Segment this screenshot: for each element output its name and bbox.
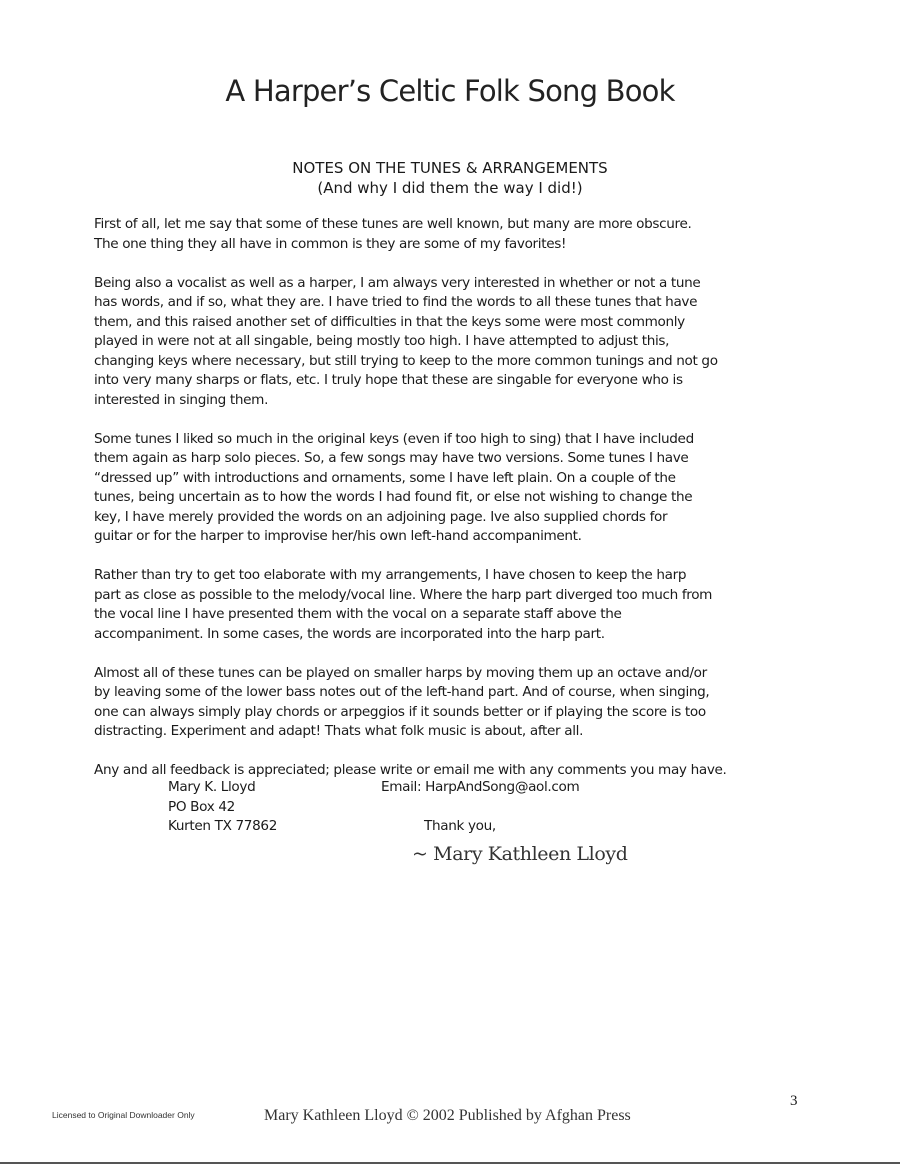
- paragraph-line: Almost all of these tunes can be played on smaller harps by moving them up an octave and/or: [94, 664, 707, 681]
- paragraph-line: has words, and if so, what they are. I have tried to find the words to all these tunes that have: [94, 294, 698, 310]
- paragraph-line: The one thing they all have in common is they are some of my favorites!: [94, 235, 567, 252]
- license-notice: Licensed to Original Downloader Only: [52, 1110, 195, 1120]
- paragraph-line: First of all, let me say that some of these tunes are well known, but many are more obscure.: [94, 216, 692, 232]
- paragraph-line: them again as harp solo pieces. So, a few songs may have two versions. Some tunes I have: [94, 450, 689, 466]
- paragraph-line: by leaving some of the lower bass notes out of the left-hand part. And of course, when singing,: [94, 684, 710, 700]
- paragraph-line: guitar or for the harper to improvise her/his own left-hand accompaniment.: [94, 528, 582, 544]
- feedback-line: Any and all feedback is appreciated; please write or email me with any comments you may have.: [94, 762, 727, 778]
- paragraph-line: changing keys where necessary, but still trying to keep to the more common tunings and not go: [94, 352, 718, 369]
- signature: ~ Mary Kathleen Lloyd: [412, 843, 628, 865]
- contact-email: Email: HarpAndSong@aol.com: [381, 779, 580, 795]
- paragraph-line: the vocal line I have presented them with the vocal on a separate staff above the: [94, 606, 622, 622]
- contact-city: Kurten TX 77862: [168, 818, 278, 834]
- contact-po-box: PO Box 42: [168, 798, 235, 815]
- paragraph-line: tunes, being uncertain as to how the words I had found fit, or else not wishing to change the: [94, 489, 693, 505]
- copyright-footer: Mary Kathleen Lloyd © 2002 Published by Afghan Press: [264, 1107, 631, 1124]
- body-text: [94, 215, 824, 800]
- paragraph-line: Rather than try to get too elaborate with my arrangements, I have chosen to keep the harp: [94, 567, 687, 583]
- contact-name: Mary K. Lloyd: [168, 779, 256, 795]
- page-title: A Harper’s Celtic Folk Song Book: [225, 74, 675, 108]
- closing-text: Thank you,: [424, 818, 496, 834]
- paragraph-line: distracting. Experiment and adapt! Thats what folk music is about, after all.: [94, 723, 584, 739]
- paragraph-1: [94, 215, 824, 254]
- section-heading: NOTES ON THE TUNES & ARRANGEMENTS: [292, 159, 608, 177]
- paragraph-line: Some tunes I liked so much in the original keys (even if too high to sing) that I have included: [94, 430, 694, 447]
- paragraph-line: key, I have merely provided the words on an adjoining page. Ive also supplied chords for: [94, 508, 668, 525]
- paragraph-line: into very many sharps or flats, etc. I truly hope that these are singable for everyone who is: [94, 372, 683, 388]
- paragraph-line: part as close as possible to the melody/vocal line. Where the harp part diverged too much from: [94, 586, 713, 603]
- paragraph-line: accompaniment. In some cases, the words are incorporated into the harp part.: [94, 625, 605, 642]
- section-heading-block: [0, 158, 900, 198]
- paragraph-2: [94, 274, 824, 411]
- paragraph-5: [94, 664, 824, 742]
- paragraph-line: “dressed up” with introductions and ornaments, some I have left plain. On a couple of the: [94, 469, 676, 486]
- page-number: 3: [790, 1093, 798, 1109]
- paragraph-line: them, and this raised another set of difficulties in that the keys some were most commonly: [94, 313, 685, 330]
- paragraph-line: one can always simply play chords or arpeggios if it sounds better or if playing the score is too: [94, 703, 706, 720]
- paragraph-3: [94, 430, 824, 547]
- paragraph-line: played in were not at all singable, being mostly too high. I have attempted to adjust this,: [94, 333, 670, 349]
- paragraph-4: [94, 566, 824, 644]
- paragraph-line: Being also a vocalist as well as a harper, I am always very interested in whether or not a tune: [94, 274, 701, 291]
- section-subheading: (And why I did them the way I did!): [317, 179, 583, 197]
- address-block: [168, 778, 277, 837]
- paragraph-line: interested in singing them.: [94, 391, 269, 408]
